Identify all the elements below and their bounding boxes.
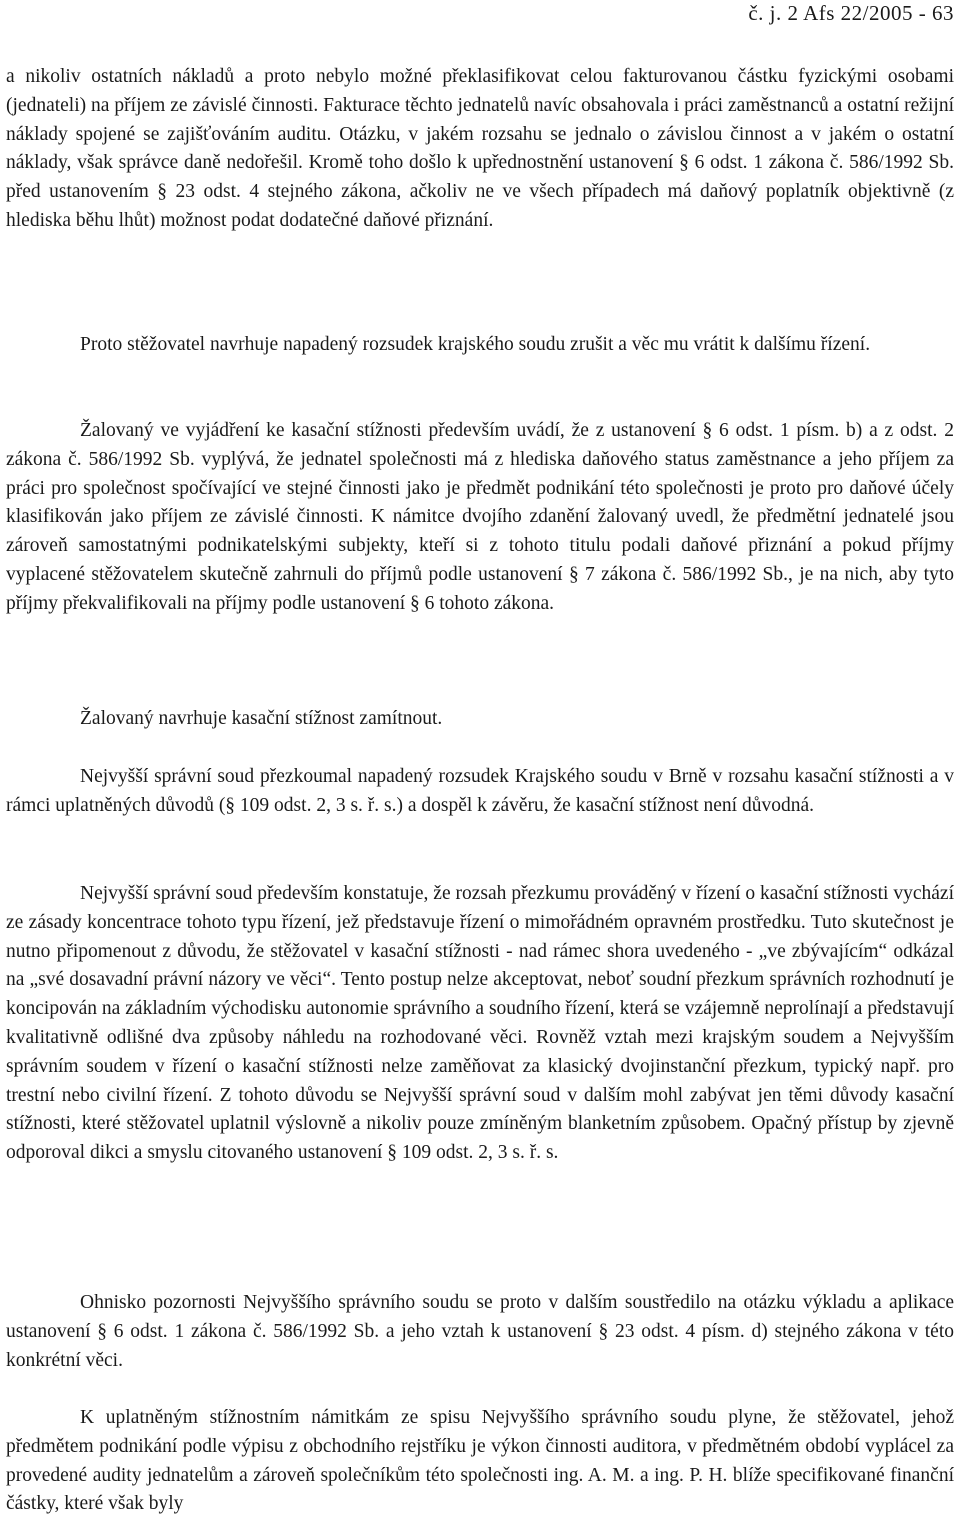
paragraph-5: Nejvyšší správní soud přezkoumal napadený rozsudek Krajského soudu v Brně v rozsahu kasační stížnosti a v rámci uplatněných důvodů (§ 109 odst. 2, 3 s. ř. s.) a dospěl k závěru, že kasační stížnost není důvodná. bbox=[6, 766, 954, 816]
paragraph-7: Ohnisko pozornosti Nejvyššího správního soudu se proto v dalším soustředilo na otázku výkladu a aplikace ustanovení § 6 odst. 1 zákona č. 586/1992 Sb. a jeho vztah k ustanovení § 23 odst. 4 písm. d) stejného zákona v této konkrétní věci. bbox=[6, 1292, 954, 1371]
paragraph-2: Proto stěžovatel navrhuje napadený rozsudek krajského soudu zrušit a věc mu vrátit k dalšímu řízení. bbox=[80, 334, 871, 355]
paragraph-1: a nikoliv ostatních nákladů a proto nebylo možné překlasifikovat celou fakturovanou částku fyzickými osobami (jednateli) na příjem ze závislé činnosti. Fakturace těchto jednatelů navíc obsahovala i práci zaměstnanců a ostatní režijní náklady spojené se zajišťováním auditu. Otázku, v jakém rozsahu se jednalo o závislou činnost a v jakém o ostatní náklady, však správce daně nedořešil. Kromě toho došlo k upřednostnění ustanovení § 6 odst. 1 zákona č. 586/1992 Sb. před ustanovením § 23 odst. 4 stejného zákona, ačkoliv ne ve všech případech má daňový poplatník objektivně (z hlediska běhu lhůt) možnost podat dodatečné daňové přiznání. bbox=[6, 66, 954, 231]
case-reference: č. j. 2 Afs 22/2005 - 63 bbox=[748, 1, 954, 25]
paragraph-3: Žalovaný ve vyjádření ke kasační stížnosti především uvádí, že z ustanovení § 6 odst. 1 písm. b) a z odst. 2 zákona č. 586/1992 Sb. vyplývá, že jednatel společnosti má z hlediska daňového status zaměstnance a jeho příjem za práci pro společnost spočívající ve stejné činnosti jako je předmět podnikání této společnosti je proto pro daňové účely klasifikován jako příjem ze závislé činnosti. K námitce dvojího zdanění žalovaný uvedl, že předmětní jednatelé jsou zároveň samostatnými podnikatelskými subjekty, kteří si z tohoto titulu podali daňové přiznání a pokud příjmy vyplacené stěžovatelem skutečně zahrnuli do příjmů podle ustanovení § 7 zákona č. 586/1992 Sb., je na nich, aby tyto příjmy překvalifikovali na příjmy podle ustanovení § 6 tohoto zákona. bbox=[6, 420, 954, 614]
paragraph-4: Žalovaný navrhuje kasační stížnost zamítnout. bbox=[80, 708, 443, 729]
paragraph-6: Nejvyšší správní soud především konstatuje, že rozsah přezkumu prováděný v řízení o kasační stížnosti vychází ze zásady koncentrace tohoto typu řízení, jež představuje řízení o mimořádném opravném prostředku. Tuto skutečnost je nutno připomenout z důvodu, že stěžovatel v kasační stížnosti - nad rámec shora uvedeného - „ve zbývajícím“ odkázal na „své dosavadní právní názory ve věci“. Tento postup nelze akceptovat, neboť soudní přezkum správních rozhodnutí je koncipován na základním východisku autonomie správního a soudního řízení, která se vzájemně neprolínají a představují kvalitativně odlišné dva způsoby náhledu na rozhodované věci. Rovněž vztah mezi krajským soudem a Nejvyšším správním soudem v řízení o kasační stížnosti nelze zaměňovat za klasický dvojinstanční přezkum, typický např. pro trestní nebo civilní řízení. Z tohoto důvodu se Nejvyšší správní soud v dalším mohl zabývat jen těmi důvody kasační stížnosti, které stěžovatel uplatnil výslovně a nikoliv pouze zmíněným blanketním způsobem. Opačný přístup by zjevně odporoval dikci a smyslu citovaného ustanovení § 109 odst. 2, 3 s. ř. s. bbox=[6, 883, 954, 1164]
paragraph-8: K uplatněným stížnostním námitkám ze spisu Nejvyššího správního soudu plyne, že stěžovatel, jehož předmětem podnikání podle výpisu z obchodního rejstříku je výkon činnosti auditora, v předmětném období vyplácel za provedené audity jednatelům a zároveň společníkům této společnosti ing. A. M. a ing. P. H. blíže specifikované finanční částky, které však byly bbox=[6, 1407, 954, 1515]
